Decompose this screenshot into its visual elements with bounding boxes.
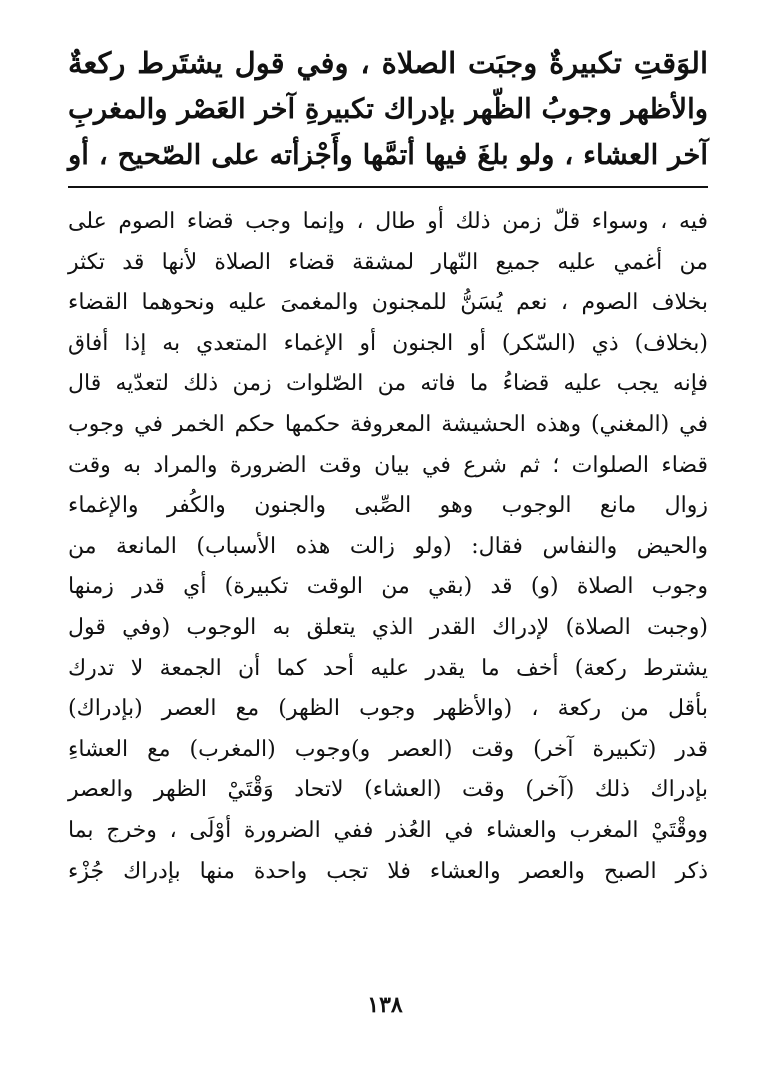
- horizontal-rule: [68, 186, 708, 188]
- commentary-line: ذكر الصبح والعصر والعشاء فلا تجب واحدة منها بإدراك جُزْء: [68, 858, 708, 884]
- commentary-line: (وجبت الصلاة) لإدراك القدر الذي يتعلق به الوجوب (وفي قول: [68, 614, 708, 640]
- main-text-block: [68, 40, 708, 178]
- commentary-text-block: [68, 202, 708, 892]
- commentary-line: قضاء الصلوات ؛ ثم شرع في بيان وقت الضرورة والمراد به وقت: [68, 452, 709, 478]
- commentary-line: ووقْتَيْ المغرب والعشاء في العُذر ففي الضرورة أوْلَى ، وخرج بما: [68, 817, 708, 843]
- book-page: [68, 40, 708, 892]
- commentary-line: بأقل من ركعة ، (والأظهر وجوب الظهر) مع العصر (بإدراك): [68, 696, 708, 722]
- commentary-line: وجوب الصلاة (و) قد (بقي من الوقت تكبيرة) أي قدر زمنها: [68, 574, 708, 600]
- commentary-line: والحيض والنفاس فقال: (ولو زالت هذه الأسباب) المانعة من: [68, 533, 708, 559]
- main-text-line: آخر العشاء ، ولو بلغَ فيها أتمَّها وأَجْزأته على الصّحيح ، أو: [68, 139, 708, 171]
- commentary-line: في (المغني) وهذه الحشيشة المعروفة حكمها حكم الخمر في وجوب: [68, 411, 708, 437]
- main-text-line: الوَقتِ تكبيرةٌ وجبَت الصلاة ، وفي قول يشتَرط ركعةٌ: [68, 46, 708, 80]
- commentary-line: من أغمي عليه جميع النّهار لمشقة قضاء الصلاة لأنها قد تكثر: [68, 249, 708, 275]
- commentary-line: زوال مانع الوجوب وهو الصِّبى والجنون والكُفر والإغماء: [68, 493, 708, 519]
- main-text-line: والأظهر وجوبُ الظّهر بإدراك تكبيرةِ آخر العَصْر والمغربِ: [68, 93, 708, 125]
- commentary-line: فيه ، وسواء قلّ زمن ذلك أو طال ، وإنما وجب قضاء الصوم على: [68, 209, 708, 234]
- commentary-line: بإدراك ذلك (آخر) وقت (العشاء) لاتحاد وَقْتَيْ الظهر والعصر: [68, 777, 708, 803]
- commentary-line: (بخلاف) ذي (السّكر) أو الجنون أو الإغماء المتعدي به إذا أفاق: [68, 330, 708, 356]
- commentary-line: فإنه يجب عليه قضاءُ ما فاته من الصّلوات زمن ذلك لتعدّيه قال: [68, 371, 708, 397]
- commentary-line: قدر (تكبيرة آخر) وقت (العصر و)وجوب (المغرب) مع العشاءِ: [68, 736, 708, 762]
- page-number: ١٣٨: [367, 992, 403, 1018]
- commentary-line: بخلاف الصوم ، نعم يُسَنُّ للمجنون والمغمىَ عليه ونحوهما القضاء: [68, 290, 708, 316]
- commentary-line: يشترط ركعة) أخف ما يقدر عليه أحد كما أن الجمعة لا تدرك: [68, 655, 708, 681]
